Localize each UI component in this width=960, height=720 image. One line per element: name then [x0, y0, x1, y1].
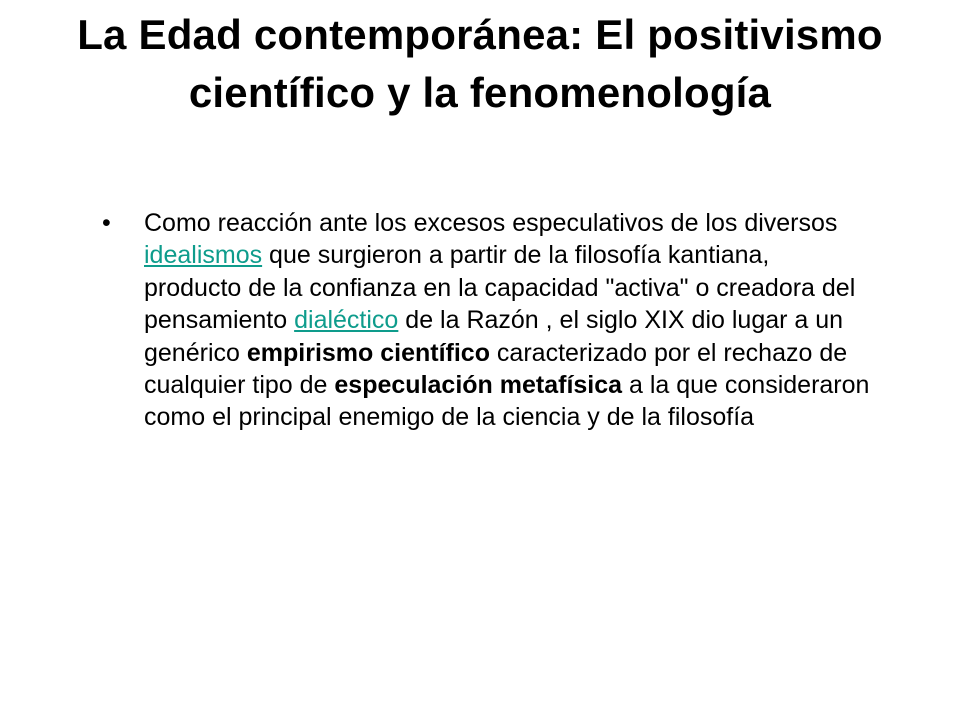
paragraph-text-5: a la que consideraron como el principal enemigo de la ciencia y de la filosofía	[144, 371, 870, 432]
bullet-list	[100, 207, 870, 434]
bullet-item	[100, 207, 870, 434]
bullet-icon: •	[102, 209, 111, 237]
especulacion-metafisica-term: especulación metafísica	[334, 371, 623, 400]
paragraph-text-3: de la Razón , el siglo XIX dio lugar a un genérico	[144, 306, 844, 367]
paragraph-text-4: caracterizado por el rechazo de cualquier tipo de	[144, 338, 848, 400]
slide-title: La Edad contemporánea: El positivismo científico y la fenomenología	[77, 11, 883, 116]
paragraph-text-1: Como reacción ante los excesos especulativos de los diversos	[144, 209, 838, 237]
paragraph-text-2: que surgieron a partir de la filosofía kantiana, producto de la confianza en la capacidad "activa" o creadora del pensamiento	[144, 241, 856, 335]
idealismos-link[interactable]: idealismos	[144, 241, 263, 270]
empirismo-cientifico-term: empirismo científico	[246, 338, 490, 367]
dialectico-link[interactable]: dialéctico	[294, 306, 399, 335]
